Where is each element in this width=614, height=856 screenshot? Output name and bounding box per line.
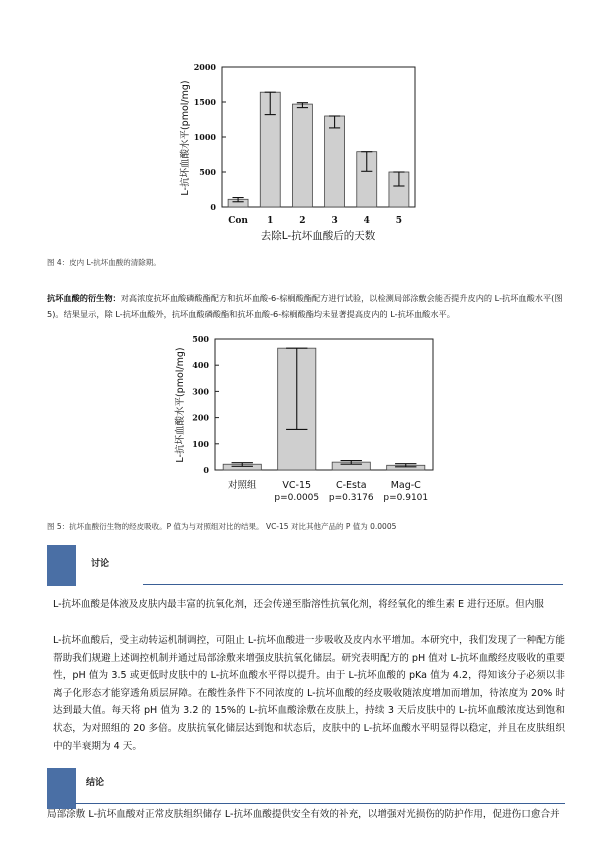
fig4-category-label: 4: [363, 216, 370, 226]
derivatives-text: 对高浓度抗坏血酸磷酸酯配方和抗坏血酸-6-棕榈酸酯配方进行试验，以检测局部涂敷会能否提升皮内的 L-抗坏血酸水平(图 5)。结果显示，除 L-抗坏血酸外，抗坏血酸磷酸酯和抗坏血酸-6-棕榈酸酯均未显著提高皮内的 L-抗坏血酸水平。: [47, 293, 563, 319]
fig5-y-tick-label: 300: [192, 386, 209, 397]
fig4-y-tick-label: 500: [199, 167, 216, 177]
fig5-y-tick-label: 400: [192, 360, 209, 371]
conclusion-section-marker: [47, 768, 76, 809]
fig5-y-tick-label: 100: [192, 438, 209, 449]
fig5-category-label: 对照组: [227, 480, 257, 491]
fig4-y-tick-label: 0: [210, 202, 216, 212]
fig5-y-tick-label: 200: [192, 412, 209, 423]
conclusion-paragraph-1: 局部涂敷 L-抗坏血酸对正常皮肤组织储存 L-抗坏血酸提供安全有效的补充，以增强对光损伤的防护作用，促进伤口愈合并: [47, 809, 560, 820]
fig4-y-tick-label: 1000: [193, 132, 216, 142]
fig4-y-tick-label: 1500: [193, 97, 216, 107]
fig5-y-tick-label: 0: [203, 465, 209, 475]
derivatives-heading: 抗坏血酸的衍生物：: [47, 293, 121, 303]
figure-5-chart: [170, 335, 450, 510]
fig5-pvalue-label: p=0.9101: [383, 493, 429, 503]
figure-4-caption: 图 4：皮内 L-抗坏血酸的清除期。: [47, 258, 161, 267]
fig4-category-label: 1: [267, 216, 274, 226]
fig5-category-label: VC-15: [282, 480, 312, 491]
fig4-category-label: 3: [331, 216, 338, 226]
fig4-y-axis-label: L-抗坏血酸水平(pmol/mg): [180, 80, 191, 196]
derivatives-paragraph: [47, 290, 569, 322]
discussion-paragraph-2: L-抗坏血酸后，受主动转运机制调控，可阻止 L-抗坏血酸进一步吸收及皮内水平增加。本研究中，我们发现了一种配方能帮助我们规避上述调控机制并通过局部涂敷来增强皮肤抗氧化储层。研究表明配方的 pH 值对 L-抗坏血酸经皮吸收的重要性，pH 值为 3.5 或更低时皮肤中的 L-抗坏血酸水平得以提升。由于 L-抗坏血酸的 pKa 值为 4.2，得知该分子必须以非离子化形态才能穿透角质层屏障。在酸性条件下不同浓度的 L-抗坏血酸的经皮吸收随浓度增加而增加，待浓度为 20% 时达到最大值。每天将 pH 值为 3.2 的 15%的 L-抗坏血酸涂敷在皮肤上，持续 3 天后皮肤中的 L-抗坏血酸浓度达到饱和状态，为对照组的 20 多倍。皮肤抗氧化储层达到饱和状态后，皮肤中的 L-抗坏血酸水平明显得以稳定，并且在皮肤组织中的半衰期为 4 天。: [53, 635, 565, 752]
fig4-x-axis-label: 去除L-抗坏血酸后的天数: [260, 230, 376, 242]
conclusion-divider: [75, 803, 565, 804]
fig5-y-tick-label: 500: [192, 335, 209, 344]
discussion-divider: [143, 584, 563, 585]
fig4-y-tick-label: 2000: [193, 62, 216, 72]
fig4-bar: [325, 116, 345, 207]
fig5-category-label: C-Esta: [335, 480, 367, 491]
fig4-category-label: 5: [395, 216, 403, 226]
fig5-y-axis-label: L-抗坏血酸水平(pmol/mg): [175, 347, 186, 463]
figure-5-caption: 图 5：抗坏血酸衍生物的经皮吸收。P 值为与对照组对比的结果。 VC-15 对比其他产品的 P 值为 0.0005: [47, 522, 397, 531]
fig4-bar: [292, 104, 312, 207]
fig4-category-label: 2: [299, 216, 306, 226]
figure-4-chart: [170, 58, 440, 248]
discussion-section-marker: [47, 545, 76, 586]
fig5-pvalue-label: p=0.3176: [328, 493, 374, 503]
conclusion-title: 结论: [86, 778, 105, 788]
fig5-pvalue-label: p=0.0005: [274, 493, 320, 503]
discussion-paragraph-1: L-抗坏血酸是体液及皮肤内最丰富的抗氧化剂，还会传递至脂溶性抗氧化剂，将经氧化的维生素 E 进行还原。但内服: [53, 599, 544, 610]
fig4-category-label: Con: [228, 216, 248, 226]
discussion-title: 讨论: [91, 559, 110, 569]
fig5-category-label: Mag-C: [390, 480, 421, 491]
